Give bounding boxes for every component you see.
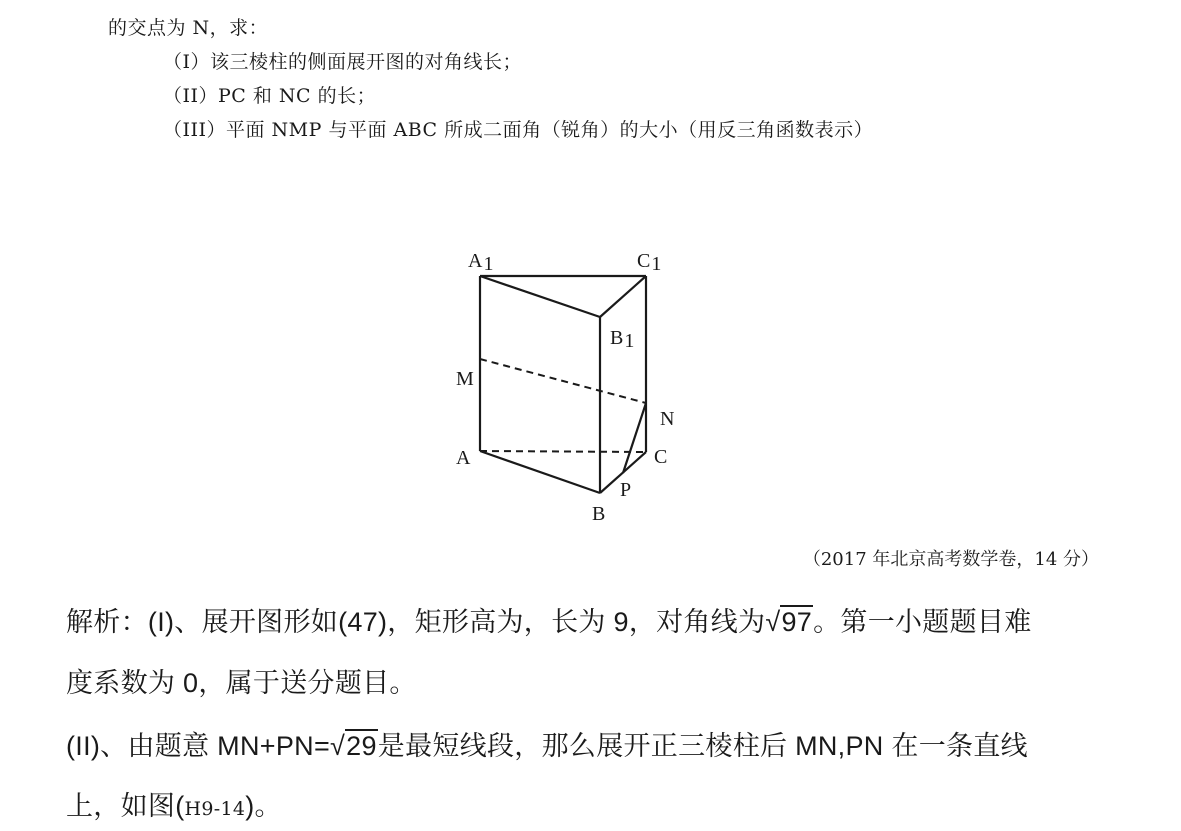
label-b1: B1 <box>610 327 635 352</box>
figure-reference: H9-14 <box>184 798 246 820</box>
edge-a1-b1 <box>480 276 600 317</box>
question-part-3: （III）平面 NMP 与平面 ABC 所成二面角（锐角）的大小（用反三角函数表示） <box>163 119 874 141</box>
edge-a-b <box>480 451 600 493</box>
sqrt-97: √97 <box>765 607 813 637</box>
source-citation: （2017 年北京高考数学卷，14 分） <box>802 549 1099 570</box>
segment-m-n-hidden <box>480 359 646 403</box>
question-intro: 的交点为 N，求： <box>108 17 269 39</box>
edge-a-c-hidden <box>480 451 646 452</box>
prism-diagram <box>440 235 700 535</box>
analysis-line-1 <box>66 604 1032 640</box>
analysis-line-4-text: 上，如图( <box>66 791 185 821</box>
analysis-line-3-text: (II)、由题意 MN+PN= <box>66 731 331 761</box>
label-a: A <box>456 447 471 469</box>
analysis-line-4 <box>66 788 282 827</box>
question-part-1: （I）该三棱柱的侧面展开图的对角线长； <box>163 51 523 73</box>
analysis-line-4-tail: )。 <box>245 791 282 821</box>
analysis-line-3-tail: 是最短线段，那么展开正三棱柱后 MN,PN 在一条直线 <box>377 731 1028 761</box>
label-m: M <box>456 368 474 390</box>
edge-b1-c1 <box>600 276 646 317</box>
label-p: P <box>620 479 632 501</box>
question-part-2: （II）PC 和 NC 的长； <box>163 85 377 107</box>
sqrt-29: √29 <box>330 731 377 761</box>
label-n: N <box>660 408 675 430</box>
prism-figure <box>440 235 700 535</box>
sqrt-29-value: 29 <box>346 731 377 761</box>
analysis-line-3 <box>66 728 1028 764</box>
label-b: B <box>592 503 606 525</box>
analysis-line-1-text: 解析：(I)、展开图形如(47)，矩形高为，长为 9，对角线为 <box>66 607 766 637</box>
label-a1: A1 <box>468 250 494 275</box>
analysis-line-1-tail: 。第一小题题目难 <box>813 607 1032 637</box>
label-c: C <box>654 446 668 468</box>
analysis-line-2: 度系数为 0，属于送分题目。 <box>66 668 417 698</box>
label-c1: C1 <box>637 250 662 275</box>
sqrt-97-value: 97 <box>781 607 813 637</box>
